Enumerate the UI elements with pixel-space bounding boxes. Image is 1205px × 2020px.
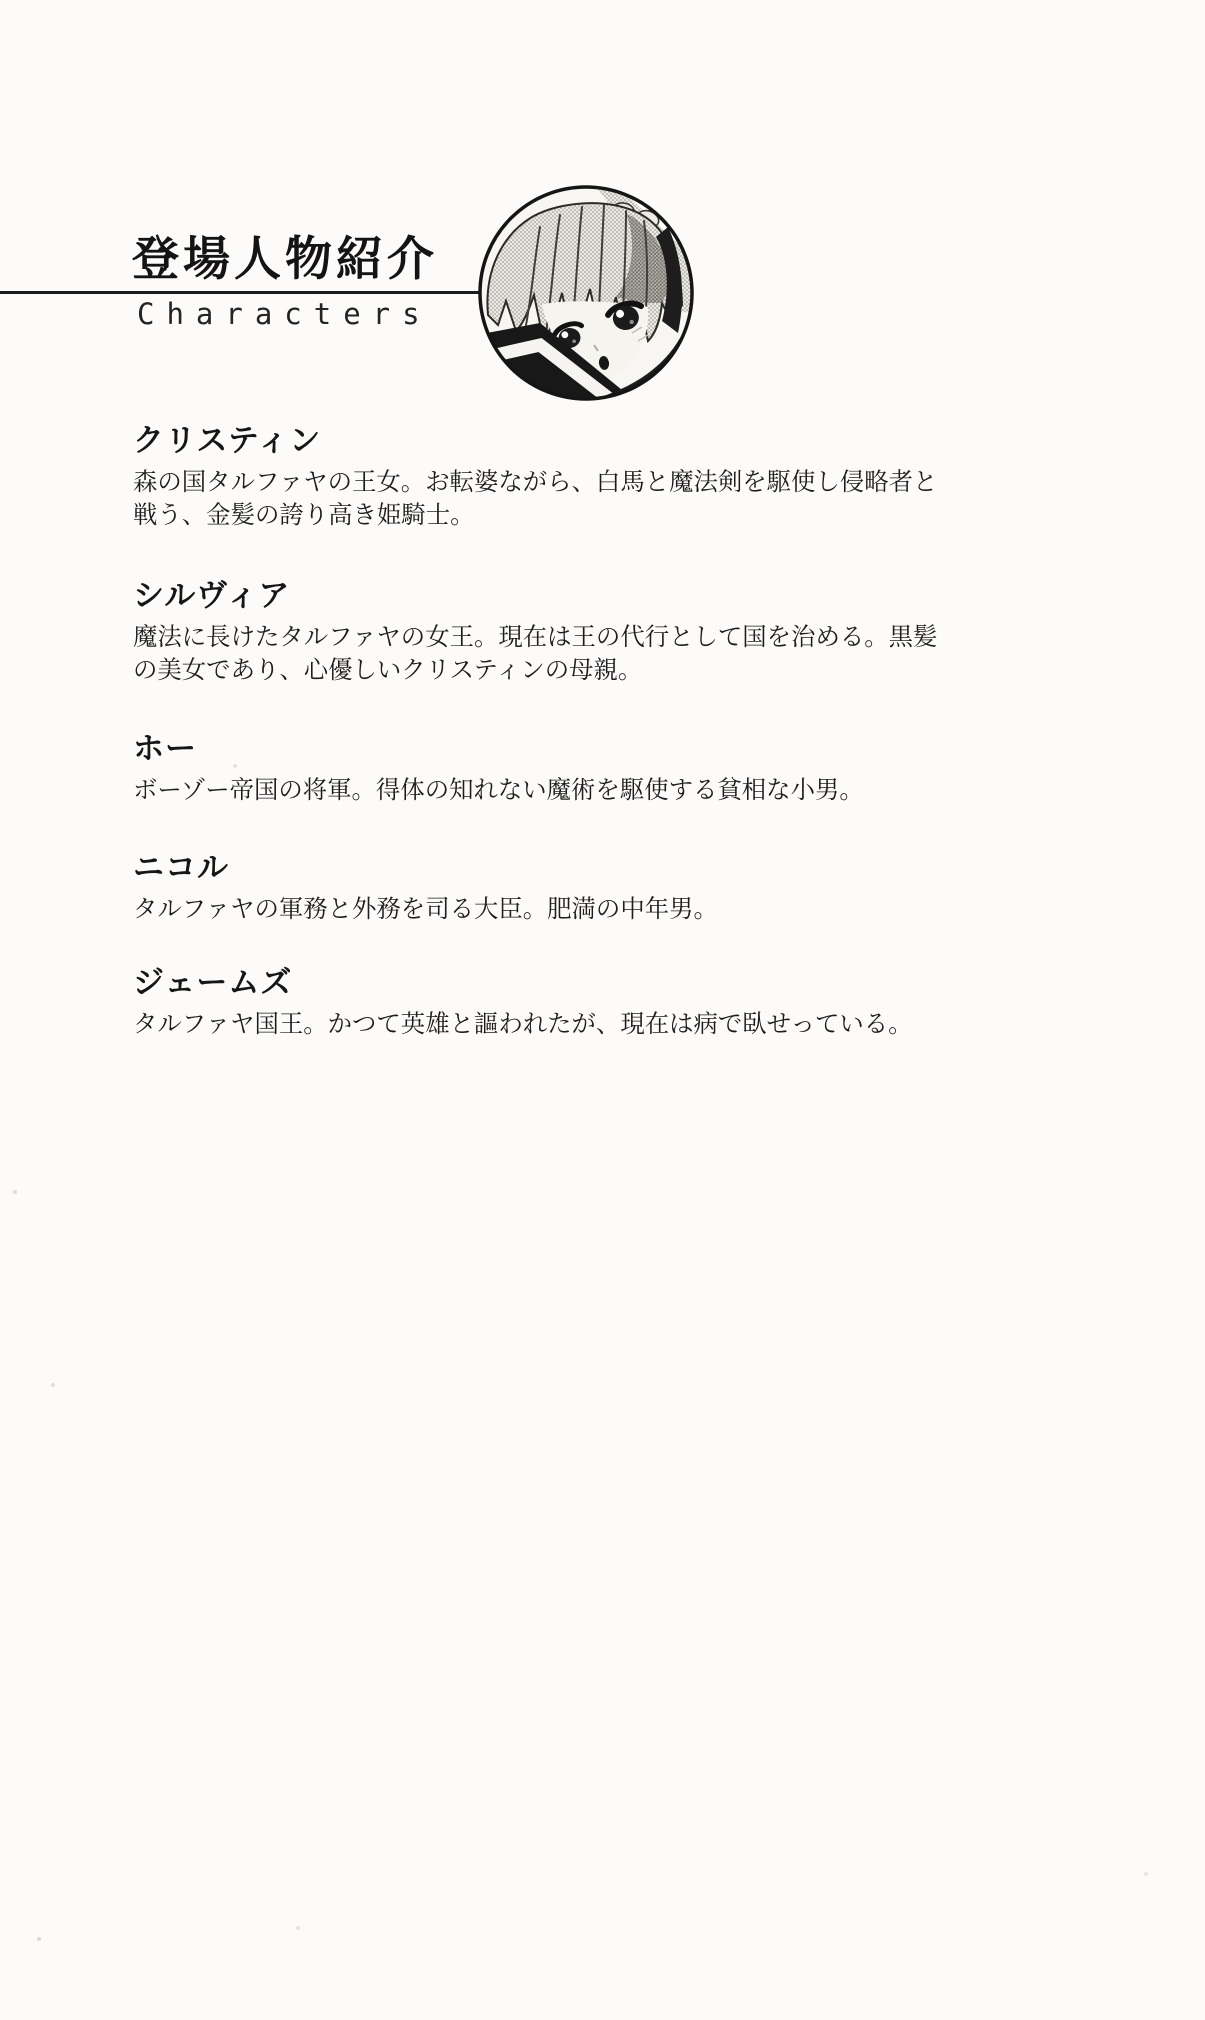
character-name: ニコル: [133, 850, 229, 886]
character-name: シルヴィア: [133, 578, 291, 614]
scan-speck: [37, 1937, 41, 1941]
character-description: 魔法に長けたタルファヤの女王。現在は王の代行として国を治める。黒髪の美女であり、心優しいクリスティンの母親。: [133, 622, 938, 684]
header-rule: [0, 291, 480, 294]
scan-speck: [296, 1926, 300, 1930]
character-entry-nicole: [133, 851, 948, 926]
character-name: クリスティン: [133, 423, 322, 459]
character-description: 森の国タルファヤの王女。お転婆ながら、白馬と魔法剣を駆使し侵略者と戦う、金髪の誇り高き姫騎士。: [133, 467, 938, 529]
character-description: タルファヤの軍務と外務を司る大臣。肥満の中年男。: [133, 894, 718, 923]
character-entry-sylvia: [133, 579, 948, 686]
character-portrait: [476, 183, 696, 403]
scan-speck: [1144, 1872, 1148, 1876]
scan-speck: [51, 1383, 55, 1387]
page-subtitle: Characters: [137, 297, 432, 331]
page-title: 登場人物紹介: [132, 232, 438, 287]
character-description: ボーゾー帝国の将軍。得体の知れない魔術を駆使する貧相な小男。: [133, 775, 864, 804]
character-entry-christine: [133, 424, 948, 531]
character-description: タルファヤ国王。かつて英雄と謳われたが、現在は病で臥せっている。: [133, 1009, 913, 1038]
portrait-illustration: [476, 183, 696, 403]
character-entry-ho: [133, 732, 948, 807]
scan-speck: [233, 764, 237, 768]
scan-speck: [13, 1190, 17, 1194]
character-name: ホー: [133, 731, 197, 767]
character-entry-james: [133, 966, 948, 1041]
character-name: ジェームズ: [133, 965, 293, 1001]
